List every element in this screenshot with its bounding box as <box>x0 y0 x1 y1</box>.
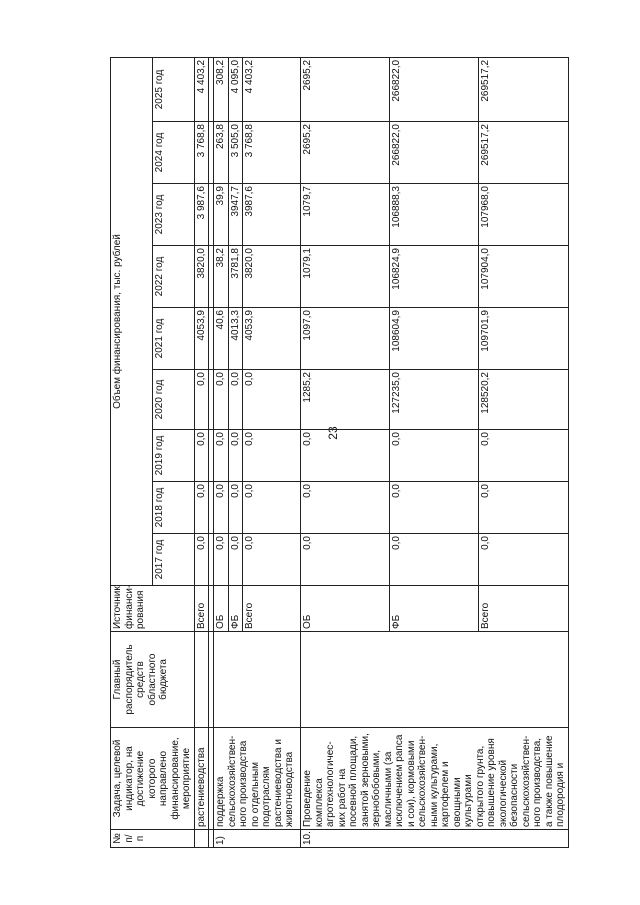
row-value: 1097,0 <box>301 308 390 370</box>
row-value: 0,0 <box>194 534 209 586</box>
row-value: 0,0 <box>214 370 229 430</box>
header-num: № п/п <box>111 830 195 848</box>
row-value: 0,0 <box>479 430 568 482</box>
row-value: 106824,9 <box>390 246 479 308</box>
header-year: 2022 год <box>152 246 194 308</box>
row-value: 0,0 <box>194 430 209 482</box>
row-manager <box>194 632 209 728</box>
header-manager: Главный распорядитель средств областного бюджета <box>111 632 195 728</box>
row-value: 107968,0 <box>479 184 568 246</box>
row-value: 38,2 <box>214 246 229 308</box>
row-value: 0,0 <box>228 534 243 586</box>
row-value: 0,0 <box>479 482 568 534</box>
row-value: 127235,0 <box>390 370 479 430</box>
header-year: 2020 год <box>152 370 194 430</box>
row-value: 39,9 <box>214 184 229 246</box>
row-value: 128520,2 <box>479 370 568 430</box>
row-value: 4 403,2 <box>194 57 209 121</box>
row-value: 0,0 <box>228 482 243 534</box>
row-value: 2695,2 <box>301 57 390 121</box>
header-year: 2019 год <box>152 430 194 482</box>
row-value: 266822,0 <box>390 122 479 184</box>
row-value: 0,0 <box>214 430 229 482</box>
row-value: 0,0 <box>228 430 243 482</box>
row-source: Всего <box>479 586 568 632</box>
row-value: 1285,2 <box>301 370 390 430</box>
row-value: 0,0 <box>301 534 390 586</box>
header-year: 2017 год <box>152 534 194 586</box>
row-value: 0,0 <box>228 370 243 430</box>
row-value: 107904,0 <box>479 246 568 308</box>
header-year: 2024 год <box>152 122 194 184</box>
row-value: 0,0 <box>214 534 229 586</box>
row-value: 308,2 <box>214 57 229 121</box>
financing-table <box>110 57 569 848</box>
row-value: 0,0 <box>301 482 390 534</box>
row-num <box>194 830 209 848</box>
row-value: 269517,2 <box>479 122 568 184</box>
row-value: 106888,3 <box>390 184 479 246</box>
row-value: 0,0 <box>194 370 209 430</box>
row-value: 2695,2 <box>301 122 390 184</box>
header-year: 2021 год <box>152 308 194 370</box>
header-source: Источник финанси-рования <box>111 586 195 632</box>
table-row <box>214 57 229 847</box>
page-number: 23 <box>326 426 340 440</box>
row-value: 263,8 <box>214 122 229 184</box>
table-row <box>194 57 209 847</box>
row-value: 3 987,6 <box>194 184 209 246</box>
row-value: 3987,6 <box>243 184 301 246</box>
row-value: 3820,0 <box>194 246 209 308</box>
row-value: 0,0 <box>479 534 568 586</box>
row-value: 0,0 <box>301 430 390 482</box>
row-num: 10. <box>301 830 569 848</box>
row-value: 3781,8 <box>228 246 243 308</box>
row-value: 4 095,0 <box>228 57 243 121</box>
row-manager <box>301 632 569 728</box>
row-value: 0,0 <box>194 482 209 534</box>
rotated-table-container <box>110 58 570 848</box>
row-value: 0,0 <box>243 430 301 482</box>
row-value: 3947,7 <box>228 184 243 246</box>
row-source: ФБ <box>228 586 243 632</box>
row-task: поддержка сельскохозяйствен-ного производства по отдельным подотраслям растениеводства и животноводства <box>214 728 301 830</box>
row-value: 40,6 <box>214 308 229 370</box>
row-value: 0,0 <box>243 534 301 586</box>
row-value: 108604,9 <box>390 308 479 370</box>
row-value: 4053,9 <box>243 308 301 370</box>
row-value: 1079,1 <box>301 246 390 308</box>
header-year: 2018 год <box>152 482 194 534</box>
row-value: 4053,9 <box>194 308 209 370</box>
row-source: ФБ <box>390 586 479 632</box>
row-value: 0,0 <box>214 482 229 534</box>
header-volume: Объем финансирования, тыс. рублей <box>111 57 153 585</box>
row-value: 109701,9 <box>479 308 568 370</box>
row-value: 3820,0 <box>243 246 301 308</box>
row-source: Всего <box>243 586 301 632</box>
row-value: 269517,2 <box>479 57 568 121</box>
row-value: 1079,7 <box>301 184 390 246</box>
row-value: 0,0 <box>390 430 479 482</box>
row-value: 3 768,8 <box>194 122 209 184</box>
header-year: 2023 год <box>152 184 194 246</box>
row-value: 3 505,0 <box>228 122 243 184</box>
row-value: 0,0 <box>390 534 479 586</box>
row-value: 4013,3 <box>228 308 243 370</box>
row-value: 266822,0 <box>390 57 479 121</box>
row-manager <box>214 632 301 728</box>
row-value: 0,0 <box>243 370 301 430</box>
row-task: растениеводства <box>194 728 209 830</box>
row-source: Всего <box>194 586 209 632</box>
header-task: Задача, целевой индикатор, на достижение которого направлено финансирование, мероприятие <box>111 728 195 830</box>
table-row <box>301 57 390 847</box>
header-year: 2025 год <box>152 57 194 121</box>
row-value: 4 403,2 <box>243 57 301 121</box>
row-value: 0,0 <box>390 482 479 534</box>
row-value: 0,0 <box>243 482 301 534</box>
row-source: ОБ <box>214 586 229 632</box>
row-value: 3 768,8 <box>243 122 301 184</box>
row-num: 1) <box>214 830 301 848</box>
row-task: Проведение комплекса агротехнологичес-ких работ на посевной площади, занятой зерновыми, зернобобовыми, масличными (за исключением рапса и сои), кормовыми сельскохозяйствен-ными культурами, картофелем и овощными культурами открытого грунта, повышение уровня экологической безопасности сельскохозяйствен-ного производства, а также повышение плодородия и <box>301 728 569 830</box>
row-source: ОБ <box>301 586 390 632</box>
